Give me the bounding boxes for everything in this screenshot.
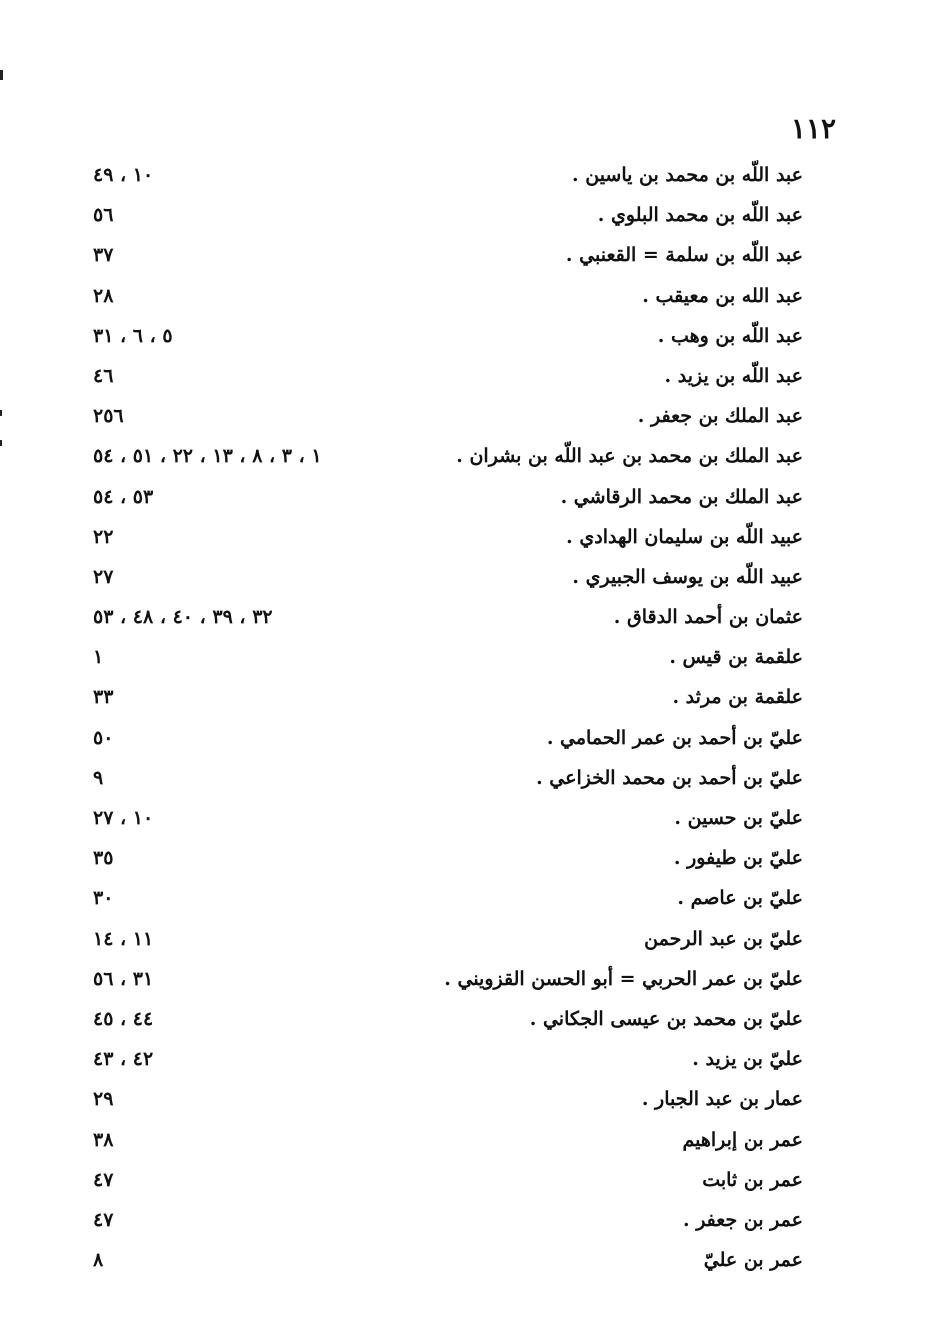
entry-name: عمر بن ثابت <box>702 1168 803 1191</box>
scan-edge-mark <box>0 70 3 80</box>
entry-name: عبيد اللّه بن سليمان الهدادي . <box>566 525 803 548</box>
entry-page-refs: ٥٣ ، ٥٤ <box>93 485 154 508</box>
index-entry <box>0 401 936 441</box>
entry-page-refs: ٥٦ <box>93 204 114 227</box>
entry-name: عمر بن عليّ <box>703 1249 803 1272</box>
entry-name: علقمة بن قيس . <box>669 646 803 669</box>
entry-page-refs: ٣٠ <box>93 887 114 910</box>
entry-page-refs: ١١ ، ١٤ <box>93 927 154 950</box>
entry-name: عليّ بن أحمد بن محمد الخزاعي . <box>536 766 803 789</box>
entry-name: عليّ بن عمر الحربي = أبو الحسن القزويني . <box>444 967 803 990</box>
entry-name: عليّ بن يزيد . <box>692 1048 803 1071</box>
index-entry <box>0 602 936 642</box>
entry-name: عثمان بن أحمد الدقاق . <box>613 606 803 629</box>
entry-page-refs: ٤٧ <box>93 1208 114 1231</box>
entry-page-refs: ٤٤ ، ٤٥ <box>93 1007 154 1030</box>
index-entry <box>0 883 936 923</box>
entry-page-refs: ٣٥ <box>93 847 114 870</box>
index-list <box>0 160 936 1285</box>
entry-page-refs: ٤٧ <box>93 1168 114 1191</box>
index-entry <box>0 1165 936 1205</box>
entry-name: عليّ بن عبد الرحمن <box>644 927 803 950</box>
entry-name: عليّ بن حسين . <box>674 807 803 829</box>
index-entry <box>0 522 936 562</box>
entry-page-refs: ٥٠ <box>93 726 114 749</box>
index-entry <box>0 1004 936 1044</box>
index-entry <box>0 964 936 1004</box>
index-entry <box>0 240 936 280</box>
entry-page-refs: ١٠ ، ٤٩ <box>93 164 154 186</box>
entry-name: عبد اللّه بن سلمة = القعنبي . <box>565 244 803 267</box>
entry-page-refs: ٣٨ <box>93 1128 114 1151</box>
entry-name: عبد اللّه بن محمد البلوي . <box>597 204 803 227</box>
entry-page-refs: ٣٢ ، ٣٩ ، ٤٠ ، ٤٨ ، ٥٣ <box>93 606 273 629</box>
entry-page-refs: ٢٥٦ <box>93 405 124 428</box>
index-entry <box>0 160 936 200</box>
entry-name: عبد اللّه بن يزيد . <box>664 364 803 387</box>
index-entry <box>0 281 936 321</box>
index-entry <box>0 723 936 763</box>
entry-name: عبد الملك بن جعفر . <box>637 405 803 428</box>
entry-name: عبد الملك بن محمد الرقاشي . <box>560 485 803 508</box>
index-entry <box>0 1205 936 1245</box>
index-entry <box>0 200 936 240</box>
entry-page-refs: ١ ، ٣ ، ٨ ، ١٣ ، ٢٢ ، ٥١ ، ٥٤ <box>93 445 322 468</box>
entry-page-refs: ٤٢ ، ٤٣ <box>93 1048 154 1071</box>
entry-page-refs: ٣١ ، ٥٦ <box>93 967 154 990</box>
entry-name: عبد الله بن معيقب . <box>642 284 803 307</box>
index-entry <box>0 441 936 481</box>
index-entry <box>0 361 936 401</box>
entry-name: عليّ بن محمد بن عيسى الجكاني . <box>529 1007 803 1030</box>
entry-page-refs: ٩ <box>93 766 104 789</box>
entry-name: عبد اللّه بن وهب . <box>657 324 803 347</box>
entry-page-refs: ٢٩ <box>93 1088 114 1111</box>
entry-name: عليّ بن أحمد بن عمر الحمامي . <box>546 726 803 749</box>
entry-page-refs: ٤٦ <box>93 364 114 387</box>
index-entry <box>0 1044 936 1084</box>
entry-name: عبيد اللّه بن يوسف الجبيري . <box>572 565 803 588</box>
index-entry <box>0 1125 936 1165</box>
entry-name: عبد الملك بن محمد بن عبد اللّه بن بشران . <box>456 445 803 468</box>
entry-name: عمر بن إبراهيم <box>682 1128 803 1151</box>
index-entry <box>0 321 936 361</box>
index-entry <box>0 642 936 682</box>
entry-page-refs: ٢٢ <box>93 525 114 548</box>
entry-page-refs: ١ <box>93 646 104 669</box>
index-entry <box>0 482 936 522</box>
entry-page-refs: ٢٧ <box>93 565 114 588</box>
entry-name: عليّ بن عاصم . <box>677 887 803 910</box>
entry-page-refs: ١٠ ، ٢٧ <box>93 807 154 829</box>
entry-page-refs: ٢٨ <box>93 284 114 307</box>
index-entry <box>0 924 936 964</box>
index-entry <box>0 1245 936 1285</box>
index-entry <box>0 763 936 803</box>
entry-page-refs: ٣٧ <box>93 244 114 267</box>
entry-page-refs: ٣٣ <box>93 686 114 709</box>
entry-name: عمار بن عبد الجبار . <box>641 1088 803 1111</box>
index-entry <box>0 843 936 883</box>
entry-name: عليّ بن طيفور . <box>673 847 803 870</box>
entry-page-refs: ٥ ، ٦ ، ٣١ <box>93 324 173 347</box>
index-entry <box>0 562 936 602</box>
entry-name: عبد اللّه بن محمد بن ياسين . <box>572 164 803 186</box>
index-entry <box>0 803 936 843</box>
entry-name: عمر بن جعفر . <box>682 1208 803 1231</box>
index-entry <box>0 682 936 722</box>
page-number: ١١٢ <box>790 112 836 145</box>
entry-name: علقمة بن مرثد . <box>672 686 803 709</box>
entry-page-refs: ٨ <box>93 1249 104 1272</box>
index-entry <box>0 1084 936 1124</box>
